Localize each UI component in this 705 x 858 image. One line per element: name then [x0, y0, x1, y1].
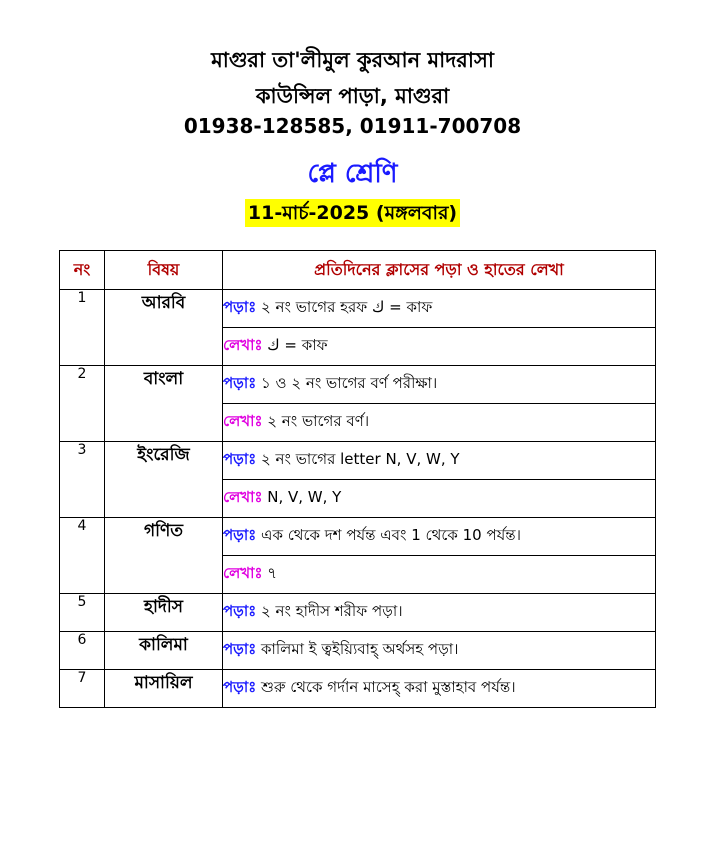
write-text: ২ নং ভাগের বর্ণ।: [267, 412, 370, 430]
row-number: 2: [60, 366, 105, 442]
row-subject: গণিত: [105, 518, 223, 594]
row-subject: হাদীস: [105, 594, 223, 632]
date-container: [0, 199, 705, 227]
read-cell: [223, 632, 656, 670]
table-row: [60, 442, 656, 480]
write-text: N, V, W, Y: [267, 488, 342, 506]
table-row: [60, 518, 656, 556]
read-cell: [223, 366, 656, 404]
row-number: 1: [60, 290, 105, 366]
table-row: [60, 366, 656, 404]
row-subject: মাসায়িল: [105, 670, 223, 708]
write-cell: [223, 404, 656, 442]
read-label: পড়াঃ: [223, 640, 257, 658]
write-label: লেখাঃ: [223, 336, 263, 354]
read-cell: [223, 670, 656, 708]
read-text: এক থেকে দশ পর্যন্ত এবং 1 থেকে 10 পর্যন্ত।: [261, 526, 522, 544]
read-label: পড়াঃ: [223, 678, 257, 696]
read-text: কালিমা ই ত্বইয়্যিবাহ্ অর্থসহ পড়া।: [261, 640, 459, 658]
write-label: লেখাঃ: [223, 564, 263, 582]
table-header-row: [60, 251, 656, 290]
schedule-table: [59, 250, 656, 708]
read-text: ২ নং হাদীস শরীফ পড়া।: [261, 602, 403, 620]
row-subject: কালিমা: [105, 632, 223, 670]
read-label: পড়াঃ: [223, 602, 257, 620]
read-cell: [223, 518, 656, 556]
write-label: লেখাঃ: [223, 488, 263, 506]
school-name: মাগুরা তা'লীমুল কুরআন মাদরাসা: [211, 48, 494, 72]
row-number: 6: [60, 632, 105, 670]
school-phones: 01938-128585, 01911-700708: [183, 114, 522, 138]
read-text: ২ নং ভাগের letter N, V, W, Y: [261, 450, 460, 468]
row-subject: আরবি: [105, 290, 223, 366]
class-name: প্লে শ্রেণি: [307, 159, 398, 189]
date-badge: 11-মার্চ-2025 (মঙ্গলবার): [245, 199, 460, 227]
row-subject: বাংলা: [105, 366, 223, 442]
row-number: 4: [60, 518, 105, 594]
write-text: ك = কাফ: [267, 336, 328, 354]
header-subject: বিষয়: [105, 251, 223, 290]
read-cell: [223, 290, 656, 328]
row-number: 5: [60, 594, 105, 632]
write-cell: [223, 328, 656, 366]
row-subject: ইংরেজি: [105, 442, 223, 518]
read-cell: [223, 594, 656, 632]
header-no: নং: [60, 251, 105, 290]
table-row: [60, 670, 656, 708]
read-cell: [223, 442, 656, 480]
write-cell: [223, 480, 656, 518]
table-row: [60, 290, 656, 328]
read-label: পড়াঃ: [223, 526, 257, 544]
read-text: ২ নং ভাগের হরফ ك = কাফ: [261, 298, 433, 316]
read-label: পড়াঃ: [223, 450, 257, 468]
row-number: 7: [60, 670, 105, 708]
read-text: শুরু থেকে গর্দান মাসেহ্ করা মুস্তাহাব পর্যন্ত।: [261, 678, 516, 696]
school-address: কাউন্সিল পাড়া, মাগুরা: [255, 84, 450, 108]
header-description: প্রতিদিনের ক্লাসের পড়া ও হাতের লেখা: [223, 251, 656, 290]
row-number: 3: [60, 442, 105, 518]
table-row: [60, 632, 656, 670]
write-label: লেখাঃ: [223, 412, 263, 430]
write-text: ৭: [267, 564, 278, 582]
read-text: ১ ও ২ নং ভাগের বর্ণ পরীক্ষা।: [261, 374, 438, 392]
read-label: পড়াঃ: [223, 374, 257, 392]
read-label: পড়াঃ: [223, 298, 257, 316]
write-cell: [223, 556, 656, 594]
table-row: [60, 594, 656, 632]
